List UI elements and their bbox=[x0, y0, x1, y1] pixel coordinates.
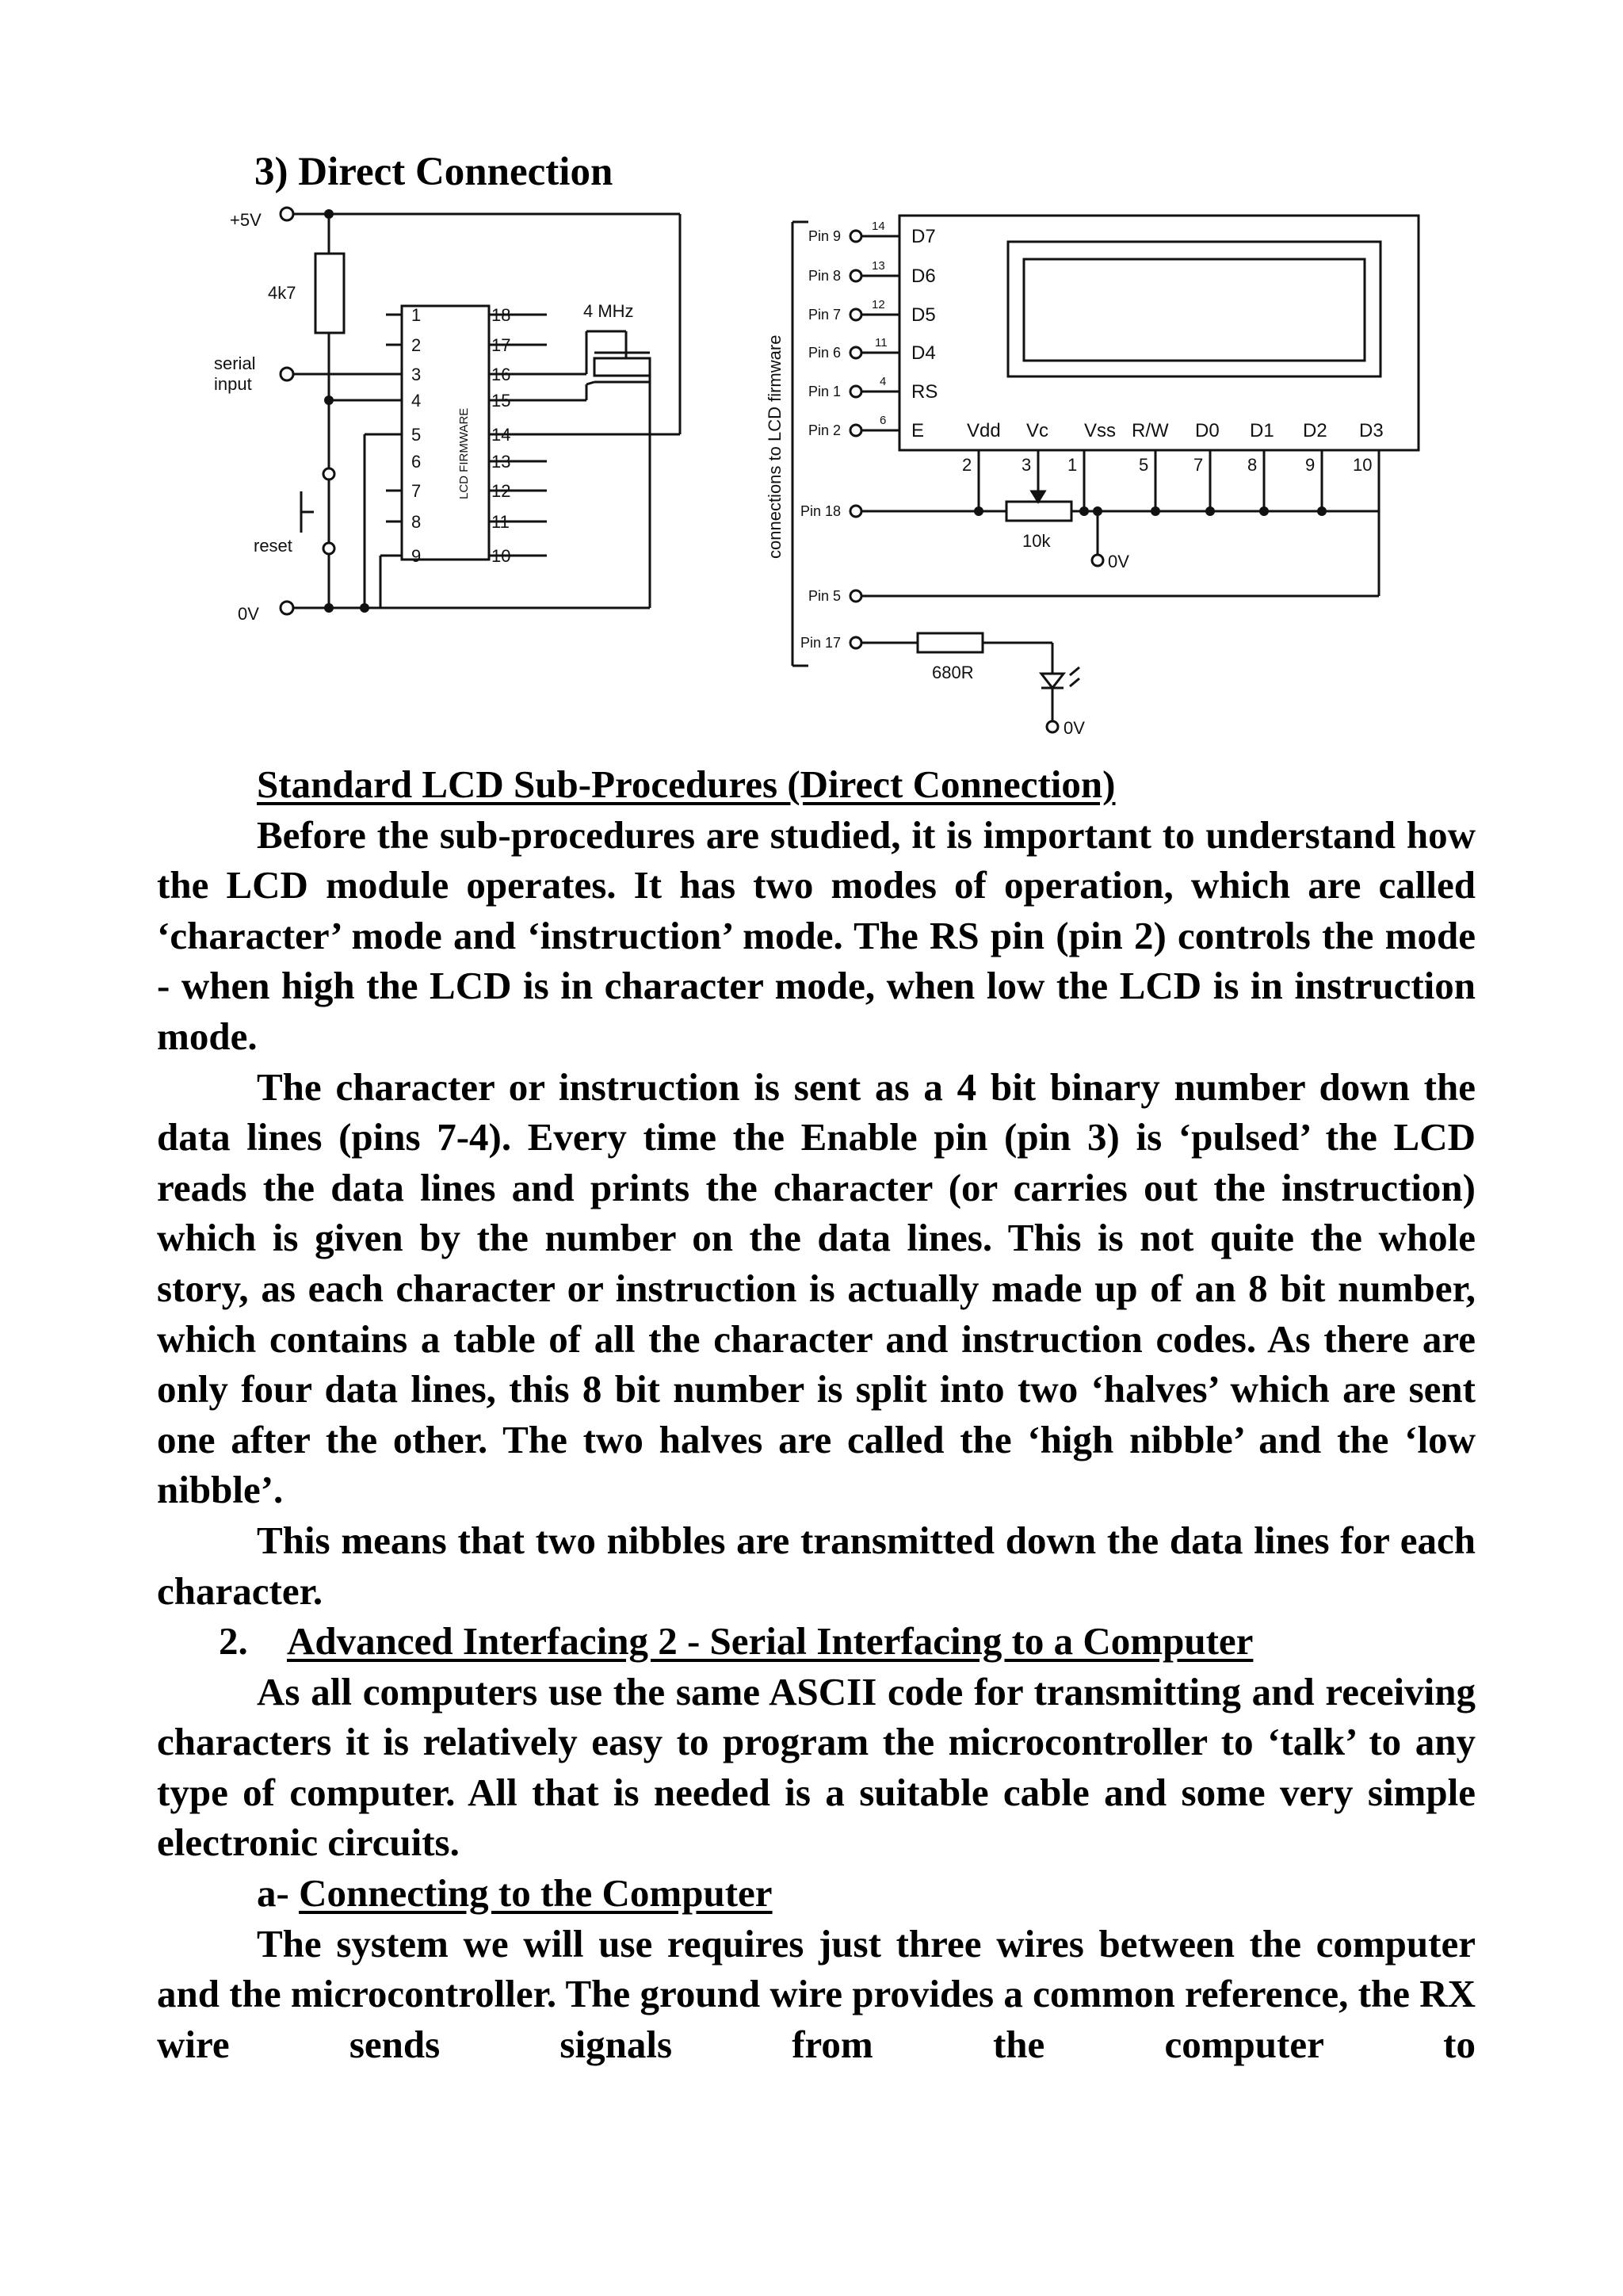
lcd-signal-label: Vdd bbox=[967, 420, 1001, 441]
pin-7-label: Pin 7 bbox=[808, 307, 842, 323]
serial-input-label: serial bbox=[214, 353, 256, 373]
lcd-signal-label: D7 bbox=[911, 226, 936, 247]
paragraph-ascii: As all computers use the same ASCII code for transmitting and receiving characters it is relatively easy to program the microcontroller to ‘talk’ to any type of computer. All that is needed is a suitable cable and some very simple electronic circuits. bbox=[157, 1669, 1476, 1865]
heading-lcd-sub-procedures: Standard LCD Sub-Procedures (Direct Connection) bbox=[257, 762, 1116, 806]
lcd-signal-label: D6 bbox=[911, 266, 936, 287]
pin-label: 3 bbox=[411, 365, 422, 384]
heading-advanced-interfacing bbox=[157, 1616, 1476, 1667]
lcd-signal-label: D0 bbox=[1195, 420, 1220, 441]
pin-label: 17 bbox=[491, 335, 511, 355]
supply-label: +5V bbox=[230, 210, 262, 230]
lcd-pin-number: 2 bbox=[962, 455, 972, 475]
lcd-signal-label: Vss bbox=[1084, 420, 1117, 441]
pin-label: 14 bbox=[491, 425, 511, 445]
ground-label: 0V bbox=[1064, 718, 1085, 738]
lcd-pin-number: 8 bbox=[1247, 455, 1258, 475]
section-title: 3) Direct Connection bbox=[254, 150, 613, 194]
pin-5-label: Pin 5 bbox=[808, 588, 842, 604]
crystal-label: 4 MHz bbox=[583, 301, 634, 321]
lcd-signal-label: E bbox=[911, 420, 925, 441]
heading-text: Connecting to the Computer bbox=[299, 1871, 773, 1916]
pin-label: 10 bbox=[491, 546, 511, 566]
pin-label: 13 bbox=[491, 452, 511, 472]
resistor-4k7-label: 4k7 bbox=[268, 283, 296, 303]
pin-label: 9 bbox=[411, 546, 422, 566]
lcd-pin-number: 7 bbox=[1193, 455, 1204, 475]
lcd-pin-number: 1 bbox=[1067, 455, 1078, 475]
pin-label: 2 bbox=[411, 335, 422, 355]
pin-label: 5 bbox=[411, 425, 422, 445]
chip-label: LCD FIRMWARE bbox=[457, 407, 471, 499]
heading-connecting-to-computer bbox=[157, 1868, 1476, 1919]
circuit-diagram bbox=[0, 0, 1623, 761]
lcd-pin-number: 9 bbox=[1305, 455, 1316, 475]
pin-label: 8 bbox=[411, 512, 422, 532]
pin-number: 4 bbox=[880, 375, 887, 388]
pin-label: 1 bbox=[411, 305, 422, 325]
pin-17-label: Pin 17 bbox=[800, 635, 842, 651]
lcd-signal-label: D2 bbox=[1303, 420, 1327, 441]
lcd-signal-label: RS bbox=[911, 381, 938, 403]
pin-2-label: Pin 2 bbox=[808, 422, 842, 438]
pin-18-label: Pin 18 bbox=[800, 503, 842, 519]
pin-label: 18 bbox=[491, 305, 511, 325]
heading-number: 2. bbox=[219, 1619, 248, 1664]
pin-label: 6 bbox=[411, 452, 422, 472]
lcd-signal-label: D1 bbox=[1250, 420, 1274, 441]
pin-number: 12 bbox=[872, 298, 885, 311]
pin-number: 6 bbox=[880, 414, 887, 427]
lcd-signal-label: D5 bbox=[911, 304, 936, 326]
serial-input-label-2: input bbox=[214, 374, 252, 394]
pin-label: 12 bbox=[491, 481, 511, 501]
lcd-signal-label: D4 bbox=[911, 342, 936, 364]
pin-label: 16 bbox=[491, 365, 511, 384]
heading-text: Advanced Interfacing 2 - Serial Interfacing to a Computer bbox=[287, 1619, 1254, 1664]
pin-9-label: Pin 9 bbox=[808, 228, 842, 244]
lcd-pin-number: 5 bbox=[1139, 455, 1149, 475]
pin-8-label: Pin 8 bbox=[808, 268, 842, 284]
paragraph-three-wires: The system we will use requires just three wires between the computer and the microcontroller. The ground wire provides a common reference, the RX wire sends signals from the computer to bbox=[157, 1921, 1476, 2066]
pin-label: 7 bbox=[411, 481, 422, 501]
lcd-signal-label: D3 bbox=[1359, 420, 1384, 441]
paragraph-data-lines: The character or instruction is sent as a 4 bit binary number down the data lines (pins 7-4). Every time the Enable pin (pin 3) is ‘pulsed’ the LCD reads the data lines and prints the character (or carries out the instruction) which is given by the number on the data lines. This is not quite the whole story, as each character or instruction is actually made up of an 8 bit number, which contains a table of all the character and instruction codes. As there are only four data lines, this 8 bit number is split into two ‘halves’ which are sent one after the other. The two halves are called the ‘high nibble’ and the ‘low nibble’. bbox=[157, 1064, 1476, 1512]
lcd-pin-number: 3 bbox=[1022, 455, 1032, 475]
paragraph-nibbles: This means that two nibbles are transmitted down the data lines for each character. bbox=[157, 1518, 1476, 1613]
pin-label: 15 bbox=[491, 391, 511, 411]
pin-6-label: Pin 6 bbox=[808, 345, 842, 361]
pin-1-label: Pin 1 bbox=[808, 384, 842, 399]
reset-label: reset bbox=[254, 536, 292, 556]
lcd-signal-label: R/W bbox=[1132, 420, 1169, 441]
pin-number: 13 bbox=[872, 259, 885, 273]
pin-number: 14 bbox=[872, 220, 885, 233]
pot-label: 10k bbox=[1022, 531, 1051, 551]
resistor-680r-label: 680R bbox=[932, 663, 974, 682]
lcd-pin-number: 10 bbox=[1353, 455, 1373, 475]
heading-prefix: a- bbox=[257, 1871, 289, 1916]
lcd-connections-label: connections to LCD firmware bbox=[765, 334, 785, 559]
ground-label: 0V bbox=[1108, 552, 1129, 571]
paragraph-lcd-modes: Before the sub-procedures are studied, it is important to understand how the LCD module operates. It has two modes of operation, which are called ‘character’ mode and ‘instruction’ mode. The RS pin (pin 2) controls the mode - when high the LCD is in character mode, when low the LCD is in instruction mode. bbox=[157, 812, 1476, 1058]
pin-label: 11 bbox=[491, 512, 510, 532]
pin-label: 4 bbox=[411, 391, 422, 411]
lcd-signal-label: Vc bbox=[1026, 420, 1049, 441]
pin-number: 11 bbox=[875, 336, 888, 350]
ground-label: 0V bbox=[238, 604, 259, 624]
body-text bbox=[157, 759, 1476, 2069]
